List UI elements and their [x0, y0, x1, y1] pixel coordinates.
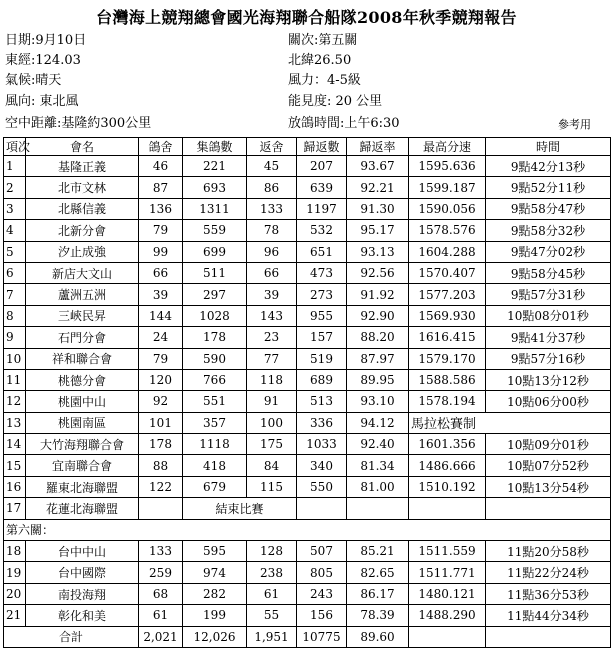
- table-row: [4, 262, 611, 283]
- row-returned: 1033: [297, 434, 347, 455]
- row-lofts: 79: [139, 348, 183, 369]
- row-collected: 1028: [183, 305, 247, 326]
- row-collected: 699: [183, 241, 247, 262]
- section-label: 第六關：: [4, 519, 611, 540]
- table-row: [4, 562, 611, 583]
- totals-rate: 89.60: [347, 626, 409, 647]
- totals-row: [4, 626, 611, 647]
- row-returned: 243: [297, 583, 347, 604]
- totals-lofts: 2,021: [139, 626, 183, 647]
- reference-note: 參考用: [558, 118, 591, 131]
- row-club-name: 汐止成強: [26, 241, 139, 262]
- row-top-speed: 1570.407: [409, 262, 486, 283]
- row-empty: [486, 626, 611, 647]
- row-collected: 551: [183, 391, 247, 412]
- row-collected: 590: [183, 348, 247, 369]
- row-index: 4: [4, 220, 26, 241]
- table-row: [4, 241, 611, 262]
- section-row: [4, 519, 611, 540]
- row-club-name: 北縣信義: [26, 198, 139, 219]
- totals-returned: 10775: [297, 626, 347, 647]
- row-lofts: 178: [139, 434, 183, 455]
- info-round: 關次:第五關: [288, 33, 358, 48]
- info-distance: 空中距離:基隆約300公里: [5, 116, 152, 131]
- table-row: [4, 327, 611, 348]
- info-wind-direction: 風向: 東北風: [5, 94, 79, 109]
- row-club-name: 大竹海翔聯合會: [26, 434, 139, 455]
- row-club-name: 羅東北海聯盟: [26, 476, 139, 497]
- table-row: [4, 348, 611, 369]
- row-returned: 473: [297, 262, 347, 283]
- row-time: 10點09分01秒: [486, 434, 611, 455]
- row-top-speed: 1601.356: [409, 434, 486, 455]
- row-lofts: 133: [139, 541, 183, 562]
- row-top-speed: 1595.636: [409, 156, 486, 177]
- row-returned-lofts: 55: [247, 605, 297, 626]
- row-rate: 92.90: [347, 305, 409, 326]
- row-rate: 82.65: [347, 562, 409, 583]
- row-collected: 1311: [183, 198, 247, 219]
- info-longitude: 東經:124.03: [5, 53, 81, 68]
- row-index: 9: [4, 327, 26, 348]
- row-club-name: 桃園中山: [26, 391, 139, 412]
- header-top-speed: 最高分速: [409, 138, 486, 156]
- row-index: 14: [4, 434, 26, 455]
- row-collected: 221: [183, 156, 247, 177]
- row-returned: 805: [297, 562, 347, 583]
- row-index: 20: [4, 583, 26, 604]
- row-club-name: 南投海翔: [26, 583, 139, 604]
- row-top-speed: 1579.170: [409, 348, 486, 369]
- row-time: 10點13分12秒: [486, 369, 611, 390]
- row-time: 9點57分16秒: [486, 348, 611, 369]
- row-club-name: 桃園南區: [26, 412, 139, 433]
- row-club-name: 石門分會: [26, 327, 139, 348]
- row-rate: 94.12: [347, 412, 409, 433]
- row-top-speed: 1510.192: [409, 476, 486, 497]
- row-rate: 81.00: [347, 476, 409, 497]
- row-note: 結束比賽: [183, 498, 297, 519]
- row-rate: 91.92: [347, 284, 409, 305]
- row-collected: 679: [183, 476, 247, 497]
- row-time: 11點22分24秒: [486, 562, 611, 583]
- row-top-speed: 1511.771: [409, 562, 486, 583]
- row-time: 9點41分37秒: [486, 327, 611, 348]
- row-top-speed: 1578.576: [409, 220, 486, 241]
- row-returned-lofts: 238: [247, 562, 297, 583]
- row-collected: 1118: [183, 434, 247, 455]
- row-index: 5: [4, 241, 26, 262]
- row-club-name: 北新分會: [26, 220, 139, 241]
- row-returned-lofts: 133: [247, 198, 297, 219]
- info-wind-force: 風力：4-5級: [288, 73, 361, 88]
- row-index: 17: [4, 498, 26, 519]
- row-collected: 418: [183, 455, 247, 476]
- row-rate: 78.39: [347, 605, 409, 626]
- table-row: [4, 412, 611, 433]
- row-collected: 357: [183, 412, 247, 433]
- row-index: 11: [4, 369, 26, 390]
- row-returned: 689: [297, 369, 347, 390]
- table-row: [4, 220, 611, 241]
- info-visibility: 能見度: 20 公里: [288, 94, 383, 109]
- row-time: 9點58分32秒: [486, 220, 611, 241]
- row-rate: 93.67: [347, 156, 409, 177]
- row-club-name: 彰化和美: [26, 605, 139, 626]
- table-row: [4, 476, 611, 497]
- row-collected: 693: [183, 177, 247, 198]
- row-empty: [139, 498, 183, 519]
- row-index: 15: [4, 455, 26, 476]
- row-lofts: 99: [139, 241, 183, 262]
- row-lofts: 136: [139, 198, 183, 219]
- info-release-time: 放鴿時間:上午6:30: [288, 116, 400, 131]
- row-collected: 297: [183, 284, 247, 305]
- row-club-name: 祥和聯合會: [26, 348, 139, 369]
- row-time: 11點20分58秒: [486, 541, 611, 562]
- row-rate: 87.97: [347, 348, 409, 369]
- table-row: [4, 198, 611, 219]
- row-top-speed: 1480.121: [409, 583, 486, 604]
- row-rate: 93.13: [347, 241, 409, 262]
- table-row: [4, 498, 611, 519]
- row-returned: 519: [297, 348, 347, 369]
- row-top-speed: 1616.415: [409, 327, 486, 348]
- row-time: 9點52分11秒: [486, 177, 611, 198]
- row-top-speed: 1604.288: [409, 241, 486, 262]
- row-returned: 507: [297, 541, 347, 562]
- row-rate: 95.17: [347, 220, 409, 241]
- row-speed-note: 馬拉松賽制: [409, 412, 611, 433]
- row-lofts: 66: [139, 262, 183, 283]
- row-time: 11點44分34秒: [486, 605, 611, 626]
- table-row: [4, 583, 611, 604]
- row-index: 13: [4, 412, 26, 433]
- row-returned-lofts: 143: [247, 305, 297, 326]
- row-lofts: 61: [139, 605, 183, 626]
- row-empty: [486, 498, 611, 519]
- table-row: [4, 541, 611, 562]
- row-index: 10: [4, 348, 26, 369]
- row-returned-lofts: 61: [247, 583, 297, 604]
- row-rate: 92.40: [347, 434, 409, 455]
- row-empty: [347, 498, 409, 519]
- row-returned-lofts: 175: [247, 434, 297, 455]
- row-top-speed: 1488.290: [409, 605, 486, 626]
- row-returned: 336: [297, 412, 347, 433]
- row-returned-lofts: 96: [247, 241, 297, 262]
- row-collected: 511: [183, 262, 247, 283]
- row-returned: 1197: [297, 198, 347, 219]
- row-rate: 92.21: [347, 177, 409, 198]
- row-club-name: 台中中山: [26, 541, 139, 562]
- row-returned: 639: [297, 177, 347, 198]
- row-club-name: 桃德分會: [26, 369, 139, 390]
- row-collected: 282: [183, 583, 247, 604]
- row-returned-lofts: 23: [247, 327, 297, 348]
- table-row: [4, 369, 611, 390]
- row-empty: [409, 626, 486, 647]
- row-top-speed: 1590.056: [409, 198, 486, 219]
- row-returned-lofts: 100: [247, 412, 297, 433]
- row-returned: 550: [297, 476, 347, 497]
- row-club-name: 基隆正義: [26, 156, 139, 177]
- row-returned: 207: [297, 156, 347, 177]
- row-rate: 86.17: [347, 583, 409, 604]
- row-returned: 532: [297, 220, 347, 241]
- row-top-speed: 1578.194: [409, 391, 486, 412]
- row-top-speed: 1569.930: [409, 305, 486, 326]
- row-top-speed: 1599.187: [409, 177, 486, 198]
- info-date: 日期:9月10日: [5, 33, 87, 48]
- row-time: 9點42分13秒: [486, 156, 611, 177]
- row-lofts: 101: [139, 412, 183, 433]
- row-returned-lofts: 78: [247, 220, 297, 241]
- row-returned: 955: [297, 305, 347, 326]
- row-top-speed: 1577.203: [409, 284, 486, 305]
- row-returned-lofts: 84: [247, 455, 297, 476]
- row-club-name: 三峽民昇: [26, 305, 139, 326]
- row-time: 9點47分02秒: [486, 241, 611, 262]
- row-empty: [297, 498, 347, 519]
- row-rate: 88.20: [347, 327, 409, 348]
- report-page: [3, 3, 610, 645]
- row-time: 11點36分53秒: [486, 583, 611, 604]
- row-index: 2: [4, 177, 26, 198]
- row-lofts: 259: [139, 562, 183, 583]
- row-rate: 89.95: [347, 369, 409, 390]
- row-time: 10點06分00秒: [486, 391, 611, 412]
- row-time: 10點13分54秒: [486, 476, 611, 497]
- table-row: [4, 177, 611, 198]
- row-top-speed: 1486.666: [409, 455, 486, 476]
- header-returned: 歸返數: [297, 138, 347, 156]
- row-rate: 91.30: [347, 198, 409, 219]
- row-time: 10點07分52秒: [486, 455, 611, 476]
- row-lofts: 39: [139, 284, 183, 305]
- row-index: 16: [4, 476, 26, 497]
- row-returned: 513: [297, 391, 347, 412]
- row-lofts: 120: [139, 369, 183, 390]
- row-collected: 766: [183, 369, 247, 390]
- row-club-name: 新店大文山: [26, 262, 139, 283]
- totals-label: 合計: [4, 626, 139, 647]
- row-rate: 81.34: [347, 455, 409, 476]
- table-row: [4, 305, 611, 326]
- results-table: [3, 137, 611, 648]
- table-row: [4, 391, 611, 412]
- row-returned: 651: [297, 241, 347, 262]
- results-table-body: [4, 138, 611, 648]
- row-lofts: 144: [139, 305, 183, 326]
- row-lofts: 79: [139, 220, 183, 241]
- header-index: 項次: [4, 138, 26, 156]
- row-collected: 595: [183, 541, 247, 562]
- report-title: 台灣海上競翔總會國光海翔聯合船隊2008年秋季競翔報告: [96, 8, 517, 27]
- row-returned-lofts: 115: [247, 476, 297, 497]
- row-returned-lofts: 66: [247, 262, 297, 283]
- row-time: 10點08分01秒: [486, 305, 611, 326]
- row-empty: [409, 498, 486, 519]
- row-lofts: 92: [139, 391, 183, 412]
- row-club-name: 北市文林: [26, 177, 139, 198]
- row-time: 9點58分47秒: [486, 198, 611, 219]
- row-index: 1: [4, 156, 26, 177]
- table-row: [4, 284, 611, 305]
- row-time: 9點58分45秒: [486, 262, 611, 283]
- row-index: 6: [4, 262, 26, 283]
- row-index: 7: [4, 284, 26, 305]
- row-index: 18: [4, 541, 26, 562]
- row-index: 3: [4, 198, 26, 219]
- row-lofts: 122: [139, 476, 183, 497]
- table-row: [4, 605, 611, 626]
- row-time: 9點57分31秒: [486, 284, 611, 305]
- row-returned-lofts: 77: [247, 348, 297, 369]
- info-latitude: 北緯26.50: [288, 53, 352, 68]
- row-club-name: 宜南聯合會: [26, 455, 139, 476]
- header-returned-lofts: 返舍: [247, 138, 297, 156]
- row-lofts: 88: [139, 455, 183, 476]
- table-row: [4, 455, 611, 476]
- row-club-name: 蘆洲五洲: [26, 284, 139, 305]
- info-weather: 氣候:晴天: [5, 73, 62, 88]
- totals-returned-lofts: 1,951: [247, 626, 297, 647]
- row-returned-lofts: 91: [247, 391, 297, 412]
- header-row: [4, 138, 611, 156]
- row-top-speed: 1511.559: [409, 541, 486, 562]
- header-time: 時間: [486, 138, 611, 156]
- row-returned-lofts: 118: [247, 369, 297, 390]
- row-club-name: 花蓮北海聯盟: [26, 498, 139, 519]
- row-returned: 273: [297, 284, 347, 305]
- row-returned: 157: [297, 327, 347, 348]
- row-returned-lofts: 86: [247, 177, 297, 198]
- row-returned-lofts: 45: [247, 156, 297, 177]
- row-collected: 559: [183, 220, 247, 241]
- header-club: 會名: [26, 138, 139, 156]
- row-lofts: 46: [139, 156, 183, 177]
- row-lofts: 87: [139, 177, 183, 198]
- header-return-rate: 歸返率: [347, 138, 409, 156]
- row-collected: 178: [183, 327, 247, 348]
- row-rate: 85.21: [347, 541, 409, 562]
- row-lofts: 68: [139, 583, 183, 604]
- table-row: [4, 434, 611, 455]
- row-collected: 974: [183, 562, 247, 583]
- row-club-name: 台中國際: [26, 562, 139, 583]
- row-rate: 92.56: [347, 262, 409, 283]
- totals-collected: 12,026: [183, 626, 247, 647]
- row-top-speed: 1588.586: [409, 369, 486, 390]
- row-returned: 340: [297, 455, 347, 476]
- row-index: 12: [4, 391, 26, 412]
- row-index: 19: [4, 562, 26, 583]
- table-row: [4, 156, 611, 177]
- header-lofts: 鴿舍: [139, 138, 183, 156]
- header-collected: 集鴿數: [183, 138, 247, 156]
- row-returned-lofts: 128: [247, 541, 297, 562]
- row-returned: 156: [297, 605, 347, 626]
- row-rate: 93.10: [347, 391, 409, 412]
- row-returned-lofts: 39: [247, 284, 297, 305]
- row-index: 21: [4, 605, 26, 626]
- row-lofts: 24: [139, 327, 183, 348]
- row-index: 8: [4, 305, 26, 326]
- row-collected: 199: [183, 605, 247, 626]
